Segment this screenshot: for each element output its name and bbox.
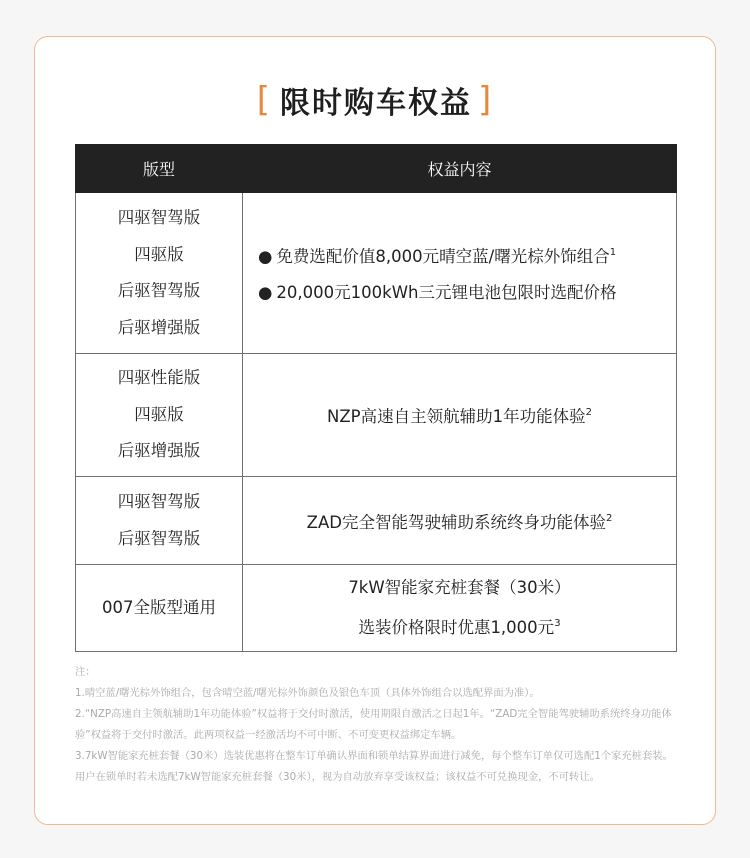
table-row xyxy=(76,193,677,354)
footnotes-heading: 注： xyxy=(75,666,96,678)
benefit-cell xyxy=(243,193,677,354)
benefit-item xyxy=(244,606,675,646)
version-cell xyxy=(76,565,243,652)
benefit-item xyxy=(244,395,675,435)
version-name: 四驱智驾版 xyxy=(117,208,201,227)
benefit-item xyxy=(244,570,675,606)
benefit-text: 免费选配价值8,000元晴空蓝/曙光棕外饰组合 xyxy=(276,246,610,266)
footnote-ref: 2 xyxy=(585,407,592,418)
version-cell xyxy=(76,477,243,565)
version-name: 四驱性能版 xyxy=(117,368,201,388)
benefit-cell xyxy=(243,477,677,565)
table-header-row xyxy=(76,145,677,193)
version-cell xyxy=(76,193,243,354)
version-cell xyxy=(76,354,243,477)
benefit-text: 7kW智能家充桩套餐（30米） xyxy=(348,578,571,597)
benefit-item xyxy=(244,235,675,276)
header-version: 版型 xyxy=(76,145,243,193)
version-name: 四驱版 xyxy=(134,404,184,424)
bullet-icon: ● xyxy=(258,246,273,266)
benefit-item xyxy=(244,501,675,541)
table-row xyxy=(76,565,677,652)
benefit-text: NZP高速自主领航辅助1年功能体验 xyxy=(327,407,586,426)
footnotes xyxy=(75,662,679,788)
version-name: 四驱智驾版 xyxy=(117,492,201,511)
header-benefit: 权益内容 xyxy=(243,145,677,193)
benefit-text: ZAD完全智能驾驶辅助系统终身功能体验 xyxy=(306,512,606,532)
benefit-item xyxy=(244,275,675,312)
benefit-cell xyxy=(243,565,677,652)
footnote-ref: 3 xyxy=(554,618,561,629)
version-name: 后驱智驾版 xyxy=(117,281,201,300)
benefits-table xyxy=(75,144,677,652)
title-text: 限时购车权益 xyxy=(280,86,472,121)
version-name: 四驱版 xyxy=(134,244,184,264)
version-name: 007全版型通用 xyxy=(102,597,216,617)
version-name: 后驱智驾版 xyxy=(117,528,201,548)
table-row xyxy=(76,477,677,565)
table-row xyxy=(76,354,677,477)
title-area xyxy=(0,78,750,122)
footnote-3: 3.7kW智能家充桩套餐（30米）选装优惠将在整车订单确认界面和锁单结算界面进行减免，每个整车订单仅可选配1个家充桩套装。用户在锁单时若未选配7kW智能家充桩套餐（30米），视为自动放弃享受该权益；该权益不可兑换现金，不可转让。 xyxy=(75,750,673,783)
bullet-icon: ● xyxy=(258,283,273,302)
footnote-ref: 1 xyxy=(609,246,617,258)
title-right-bracket: ] xyxy=(478,80,494,120)
footnote-2: 2.“NZP高速自主领航辅助1年功能体验”权益将于交付时激活，使用期限自激活之日起1年。“ZAD完全智能驾驶辅助系统终身功能体验”权益将于交付时激活。此两项权益一经激活均不可中断、不可变更权益绑定车辆。 xyxy=(75,708,672,741)
benefit-text: 20,000元100kWh三元锂电池包限时选配价格 xyxy=(276,283,617,302)
footnote-1: 1.晴空蓝/曙光棕外饰组合，包含晴空蓝/曙光棕外饰颜色及银色车顶（具体外饰组合以选配界面为准）。 xyxy=(75,687,540,699)
version-name: 后驱增强版 xyxy=(117,317,201,337)
footnote-ref: 2 xyxy=(605,512,613,524)
page-title xyxy=(257,78,494,122)
title-left-bracket: [ xyxy=(256,80,272,120)
version-name: 后驱增强版 xyxy=(117,441,201,461)
benefit-cell xyxy=(243,354,677,477)
benefit-text: 选装价格限时优惠1,000元 xyxy=(358,618,555,637)
